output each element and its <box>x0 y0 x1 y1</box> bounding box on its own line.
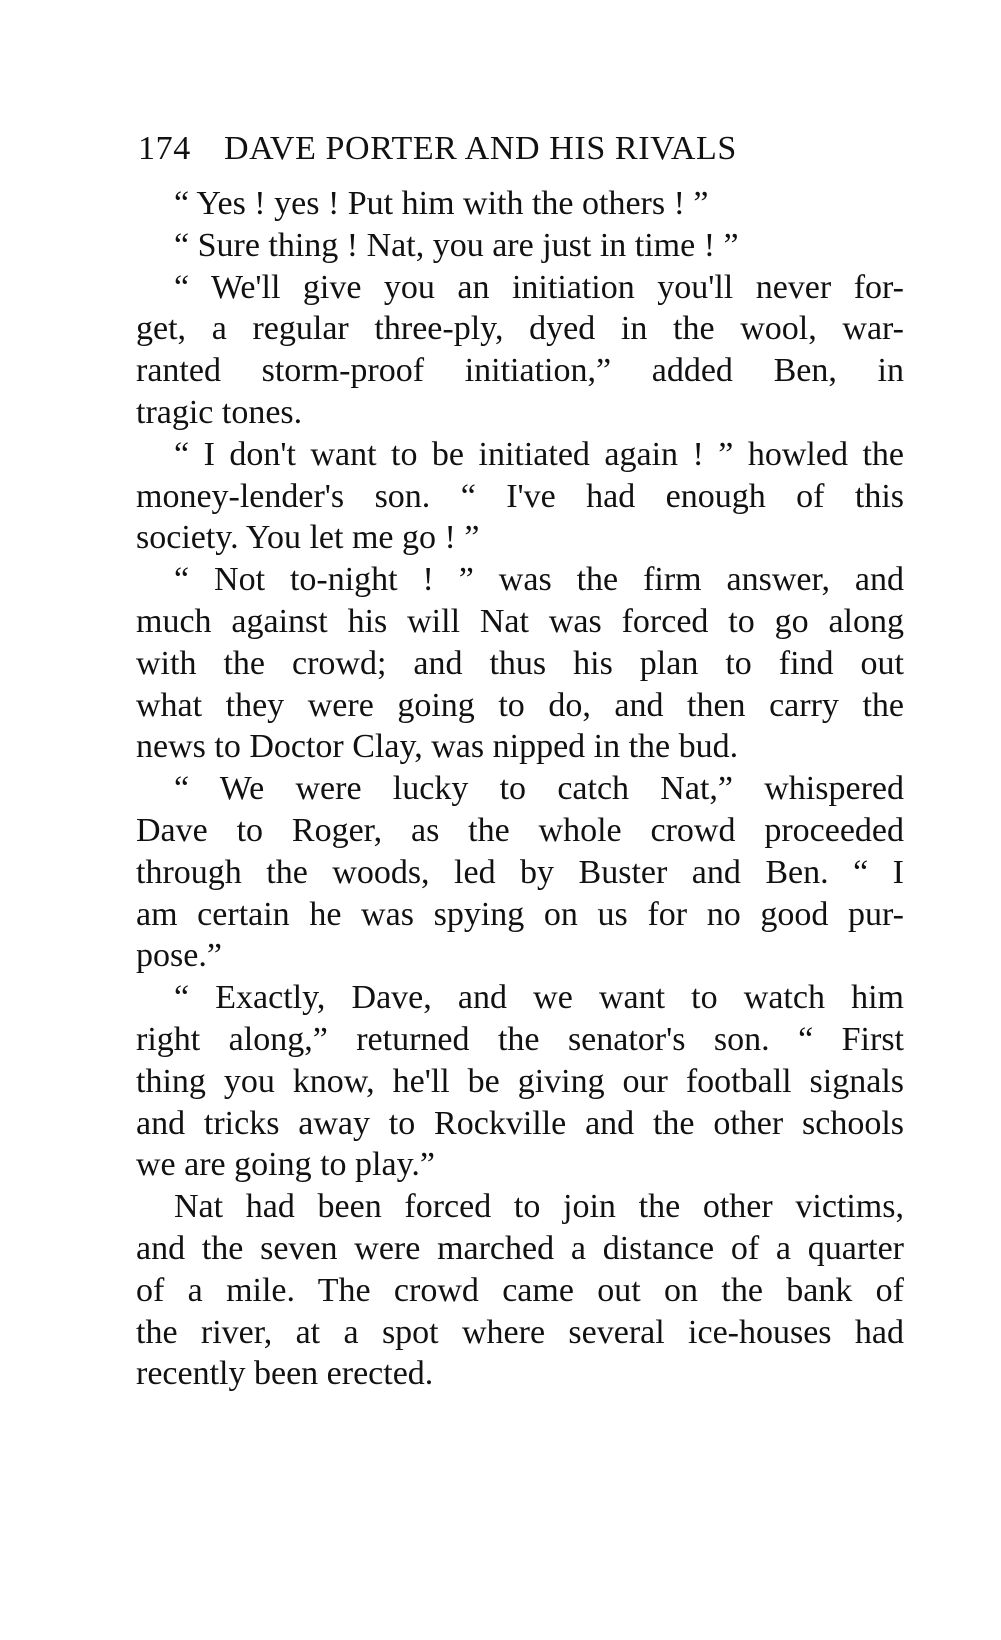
text-line: tragic tones. <box>136 393 303 431</box>
text-line: thing you know, he'll be giving our football signals <box>136 1062 904 1100</box>
body-text <box>136 183 904 1395</box>
text-line: am certain he was spying on us for no good pur- <box>136 895 904 933</box>
text-line: money-lender's son. “ I've had enough of this <box>136 477 904 515</box>
text-line: Nat had been forced to join the other victims, <box>174 1188 904 1226</box>
text-line: much against his will Nat was forced to go along <box>136 602 904 640</box>
text-line: news to Doctor Clay, was nipped in the bud. <box>136 728 739 766</box>
text-line: “ Not to-night ! ” was the firm answer, and <box>174 561 904 599</box>
text-line: recently been erected. <box>136 1355 434 1393</box>
text-line: Dave to Roger, as the whole crowd proceeded <box>136 811 904 849</box>
text-line: pose.” <box>136 937 222 975</box>
text-line: “ I don't want to be initiated again ! ” howled the <box>174 435 904 473</box>
running-head <box>138 126 818 172</box>
text-line: society. You let me go ! ” <box>136 519 480 557</box>
running-title: DAVE PORTER AND HIS RIVALS <box>224 130 737 167</box>
text-line: right along,” returned the senator's son. “ First <box>136 1020 904 1058</box>
text-line: what they were going to do, and then carry the <box>136 686 904 724</box>
text-line: “ Exactly, Dave, and we want to watch him <box>174 979 904 1017</box>
text-line: get, a regular three-ply, dyed in the wool, war- <box>136 310 904 348</box>
text-line: through the woods, led by Buster and Ben. “ I <box>136 853 904 891</box>
page-number: 174 <box>138 130 191 167</box>
text-line: of a mile. The crowd came out on the bank of <box>136 1271 904 1309</box>
text-line: “ We'll give you an initiation you'll never for- <box>174 268 904 306</box>
text-line: with the crowd; and thus his plan to find out <box>136 644 904 682</box>
text-line: “ Sure thing ! Nat, you are just in time ! ” <box>174 226 739 264</box>
text-line: the river, at a spot where several ice-houses had <box>136 1313 904 1351</box>
text-line: we are going to play.” <box>136 1146 435 1184</box>
text-line: ranted storm-proof initiation,” added Ben, in <box>136 352 904 390</box>
text-line: “ We were lucky to catch Nat,” whispered <box>174 770 904 808</box>
text-line: and tricks away to Rockville and the other schools <box>136 1104 904 1142</box>
text-line: and the seven were marched a distance of a quarter <box>136 1229 904 1267</box>
text-line: “ Yes ! yes ! Put him with the others ! ” <box>174 185 709 222</box>
